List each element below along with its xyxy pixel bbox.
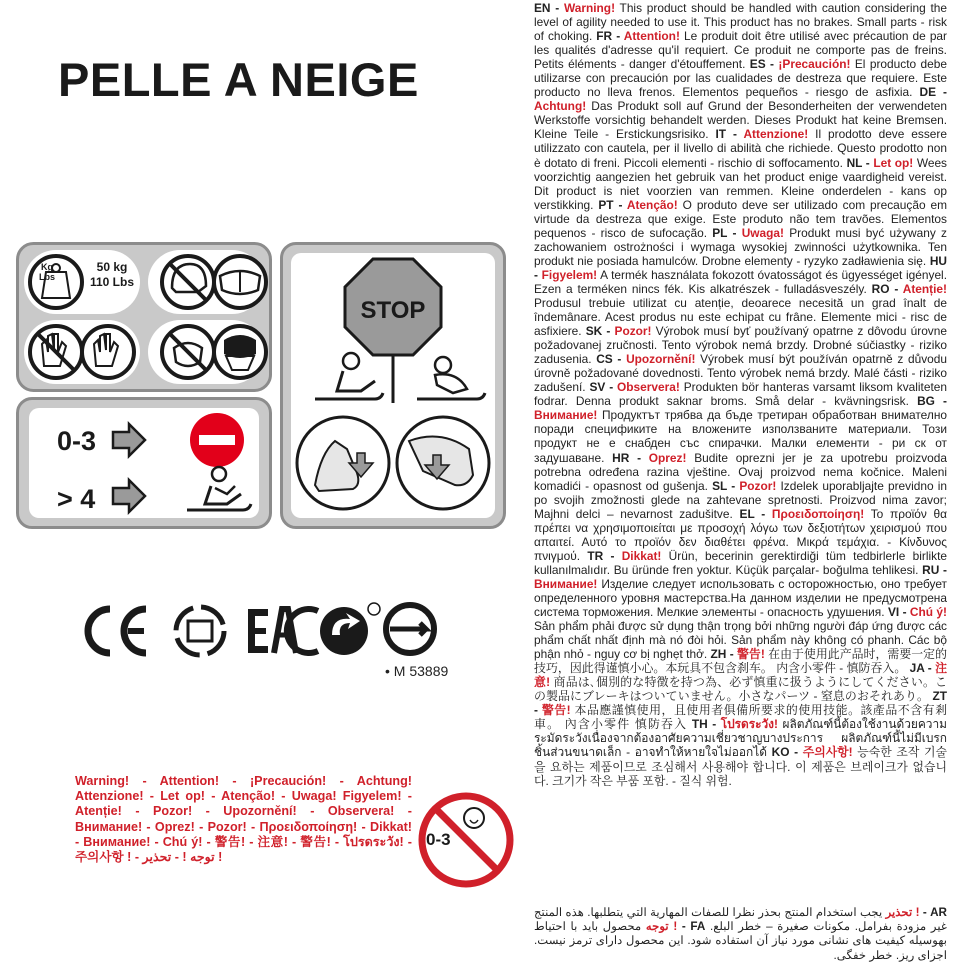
age-range-young: 0-3 <box>57 426 97 456</box>
multilingual-warnings <box>534 1 947 788</box>
warning-text: A termék használata fokozott óvatosságot és ügyességet igényel. Ezen a terméken nincs fék. Kis alkatrészek - fulladásveszély. <box>534 267 947 296</box>
warning-text: محصول باید با احتیاط بهوسیله کیفیت های نشانی مورد نیاز آن استفاده شود. این محصول دارای ترمز نیست. اجزای ریز. خطر خفگی. <box>534 920 947 962</box>
child-sled-icon <box>187 467 251 510</box>
language-code: SL - <box>712 478 740 493</box>
warning-text: Produkten bör hanteras varsamt liksom kvaliteten fodrar. Denna produkt saknar broms. Små delar - kvävningsrisk. <box>534 380 947 409</box>
warning-word: Attention! <box>623 29 680 44</box>
stop-panel-inner <box>291 253 495 518</box>
warning-word: ! تحذير <box>885 906 920 919</box>
language-code: SK - <box>585 324 615 339</box>
warning-text: Il prodotto deve essere utilizzato con cautela, per il livello di abilità che richiede. Questo prodotto non è dotato di freni. Piccoli elementi - rischio di soffocamento. <box>534 127 947 170</box>
gost-mark-icon <box>386 605 434 653</box>
age-panel-graphics <box>29 408 259 518</box>
language-code: SV - <box>589 380 618 395</box>
warning-word: Let op! <box>873 155 914 170</box>
age-panel-inner <box>29 408 259 518</box>
warning-text: Budite oprezni jer je za upotrebu proizvoda potrebna određena razina vještine. Ovaj proizvod nema kočnice. Maleni komadići - opasnost od gušenja. <box>534 450 947 493</box>
age-panel <box>16 397 272 529</box>
language-code: ZT - <box>534 689 947 718</box>
warning-text: يجب استخدام المنتج بحذر نظرا للصفات المهارية التي يتطلبها. هذه المنتج غير مزودة بفرامل. مكونات صغيرة – خطر البلع. <box>534 906 947 934</box>
language-code: BG - <box>917 394 947 409</box>
face-mask-prohibited-icon <box>162 326 214 378</box>
language-code: RU - <box>922 562 947 577</box>
warning-word: Chú ý! <box>909 605 947 620</box>
language-code: EN - <box>534 1 564 15</box>
language-code: FR - <box>596 29 624 44</box>
warning-word: Внимание! <box>534 408 598 423</box>
warning-text: Výrobok musí byť používaný opatrne z dôvodu úrovne požadovanej zručnosti. Tento výrobok nemá brzdy. Drobné súčiastky - riziko zadusenia. <box>534 324 947 367</box>
warning-word: Atenção! <box>626 197 678 212</box>
warning-text: Продуктът трябва да бъде третиран обработван внимателно поради спецификите на вложените използваните материали. Този продукт не е снабден със спирачки. Малки елементи - ри ск от задушаване. <box>534 408 947 465</box>
arrow-right-icon <box>113 480 145 512</box>
language-code: TH - <box>691 717 721 732</box>
warning-text: Wees voorzichtig aangezien het gebruik van het product enige vaardigheid vereist. Dit product is niet voorzien van remmen. Kleine onderdelen - kans op verstikking. <box>534 155 947 212</box>
warning-word: ! توجه <box>645 920 678 934</box>
language-code: HR - <box>612 450 649 465</box>
warning-text: O produto deve ser utilizado com precaução em virtude da destreza que exige. Este produto não tem travões. Elementos pequenos - risco de sufocação. <box>534 197 947 240</box>
warning-word: Observera! <box>617 380 680 395</box>
warning-word: Oprez! <box>648 450 687 465</box>
language-code: IT - <box>715 127 744 142</box>
certification-code: • M 53889 <box>385 663 449 679</box>
warning-word: 警告! <box>541 703 571 718</box>
warning-text: Izdelek uporabljajte previdno in po svojih zmožnosti glede na zahtevane spretnosti. Proizvod nima zavor; Majhni delci – nevarnost zadušitve. <box>534 478 947 521</box>
stop-sign-icon <box>345 259 441 403</box>
foot-brake-icon <box>297 417 389 509</box>
short-warning-list: Warning! - Attention! - ¡Precaución! - Achtung! Attenzione! - Let op! - Atenção! - Uwaga! Figyelem! - Atenție! - Pozor! - Upozornění! - Observera! - Внимание! - Oprez! - Pozor! - Προειδοποίηση! - Dikkat! - Внимание! - Chú ý! - 警告! - 注意! - 警告! - โปรดระวัง! - 주의사항 ! - توجه ! - تحذير ! <box>75 774 412 865</box>
warning-text: 本品應謹慎使用，且使用者俱備所要求的使用技能。該產品不含有剎車。 內含小零件 慎防吞入 <box>534 703 948 732</box>
warning-text: Изделие следует использовать с осторожностью, оно требует определенного уровня мастерства.На данном изделии не предусмотрена система торможения. Мелкие элементы - опасность удушения. <box>534 576 947 620</box>
safety-icons-panel <box>16 242 272 392</box>
warning-word: Προειδοποίηση! <box>771 506 865 521</box>
warning-word: Attenzione! <box>743 127 809 142</box>
stop-panel <box>280 242 506 529</box>
language-code: PL - <box>712 225 742 240</box>
foot-brake-icon <box>397 417 489 509</box>
language-code: ZH - <box>710 647 737 662</box>
warning-word: 주의사항! <box>802 745 853 760</box>
language-code: PT - <box>598 197 627 212</box>
language-code: NL - <box>846 155 874 170</box>
age-range-older: > 4 <box>57 484 96 514</box>
goggles-icon <box>214 256 266 308</box>
language-code: DE - <box>919 85 947 100</box>
not-for-children-0-3-icon <box>416 790 516 890</box>
warning-word: Achtung! <box>534 99 587 114</box>
product-title: PELLE A NEIGE <box>58 53 419 106</box>
warning-word: Figyelem! <box>541 267 598 282</box>
weight-unit-lbs: Lbs <box>38 272 55 282</box>
warning-word: Внимание! <box>534 576 598 591</box>
warning-word: Uwaga! <box>741 225 784 240</box>
language-code: TR - <box>587 548 622 563</box>
warning-text: Das Produkt soll auf Grund der Besonderheiten der verwendeten Werkstoffe vorsichtig behandelt werden. Dieses Produkt hat keine Bremsen. Kleine Teile - Erstickungsrisiko. <box>534 99 947 142</box>
paper-recycle-icon <box>176 607 224 655</box>
language-code: JA - <box>909 661 936 676</box>
green-dot-icon <box>320 603 380 655</box>
gloves-prohibited-icon <box>30 326 82 378</box>
warning-text: Το προϊόν θα πρέπει να χρησιμοποιείται με προσοχή λόγω των δεξιοτήτων χειρισμού που απαιτεί. Αυτό το προϊόν δεν διαθέτει φρένα. Μικρά τεμάχια. - Κίνδυνος πνιγμού. <box>534 506 948 563</box>
ski-mask-icon <box>214 326 266 378</box>
language-code: AR - <box>919 906 947 919</box>
language-code: ES - <box>749 57 779 72</box>
warning-text: Ürün, becerinin gerektirdiği tüm tedbirlerle birlikte kullanılmalıdır. Bu üründe fren yoktur. Küçük parçalar- boğulma tehlikesi. <box>534 548 948 577</box>
warning-word: Warning! <box>563 1 616 15</box>
warning-word: Pozor! <box>739 478 777 493</box>
child-crouch-icon <box>417 357 485 399</box>
language-code: CS - <box>596 352 627 367</box>
warning-text: 在由于使用此产品时，需要一定的技巧，因此得谨慎小心。本玩具不包含刹车。 内含小零件 - 慎防吞入。 <box>534 647 947 676</box>
prohibited-age-label: 0-3 <box>426 830 451 849</box>
weight-kg-label: 50 kg <box>96 260 128 274</box>
warning-text: This product should be handled with caution considering the level of agility needed to use it. This product has no brakes. Small parts - risk of choking. <box>534 1 947 44</box>
helmet-prohibited-icon <box>162 256 214 308</box>
language-code: KO - <box>771 745 803 760</box>
warning-text: Produsul trebuie utilizat cu atenție, deoarece necesită un grad înalt de îndemânare. Acest produs nu este echipat cu frâne. Elemente mici - risc de asfixiere. <box>534 295 947 339</box>
warning-word: Pozor! <box>614 324 652 339</box>
warning-text: El producto debe utilizarse con precaución por las cualidades de destreza que requiere. Este producto no lleva frenos. Elementos pequeños - riesgo de asfixia. <box>534 57 947 100</box>
warning-text: 商品は､個別的な特徴を持つ為、必ず慎重に扱うようにしてください。この製品にブレーキはついていません。小さなパーツ - 窒息のおそれあり。 <box>534 675 948 704</box>
warning-word: Dikkat! <box>621 548 662 563</box>
language-code: FA - <box>677 920 706 934</box>
warning-text: ผลิตภัณฑ์นี้ต้องใช้งานด้วยความระมัดระวังเนื่องจากต้องอาศัยความเชี่ยวชาญบางประการ ผลิตภัณฑ์นี้ไม่มีเบรก ชิ้นส่วนขนาดเล็ก - อาจทำให้หายใจไม่ออกได้ <box>534 717 947 760</box>
language-code: EL - <box>739 506 772 521</box>
child-sled-icon <box>315 353 383 399</box>
warning-word: 警告! <box>737 647 765 662</box>
warning-text: Sản phẩm phải được sử dụng thận trọng bởi những người đáp ứng được các phẩm chất nhất định mà nó đòi hỏi. Sản phẩm này không có phanh. Các bộ phận nhỏ - nguy cơ bị nghẹt thở. <box>534 619 947 662</box>
rtl-warnings <box>534 906 947 963</box>
stop-panel-graphics <box>291 253 495 518</box>
warning-text: Produkt musi być używany z zachowaniem ostrożności i wymaga wysokiej zwinności użytkownika. Ten produkt nie posiada hamulców. Drobne elementy - ryzyko zadławienia się. <box>534 225 947 268</box>
no-entry-icon <box>190 413 244 467</box>
warning-word: โปรดระวัง! <box>720 717 778 732</box>
language-code: VI - <box>887 605 910 620</box>
warning-word: ¡Precaución! <box>778 57 851 72</box>
language-code: RO - <box>871 281 903 296</box>
language-code: HU - <box>534 253 947 282</box>
warning-word: Upozornění! <box>626 352 696 367</box>
gloves-icon <box>82 326 134 378</box>
weight-lbs-label: 110 Lbs <box>89 275 135 289</box>
warning-word: Atenție! <box>902 281 948 296</box>
stop-sign-label: STOP <box>360 297 426 324</box>
eac-mark-icon <box>248 609 318 653</box>
weight-unit-kg: Kg <box>41 262 53 272</box>
ce-mark-icon <box>88 609 146 653</box>
warning-text: 능숙한 조작 기술을 요하는 제품이므로 조심해서 사용해야 합니다. 이 제품은 브레이크가 없습니다. 크기가 작은 부품 포함. - 질식 위험. <box>534 745 947 788</box>
warning-text: Výrobek musí být používán opatrně z důvodu úrovně požadované dovednosti. Tento výrobek nemá brzdy. Malé části - riziko zadušení. <box>534 352 947 395</box>
arrow-right-icon <box>113 424 145 456</box>
warning-word: 注意! <box>534 661 947 690</box>
warning-text: Le produit doit être utilisé avec précaution de par les qualités d'adresse qu'il requiert. Ce produit ne comporte pas de freins. Petits éléments - danger d'étouffement. <box>534 29 948 72</box>
